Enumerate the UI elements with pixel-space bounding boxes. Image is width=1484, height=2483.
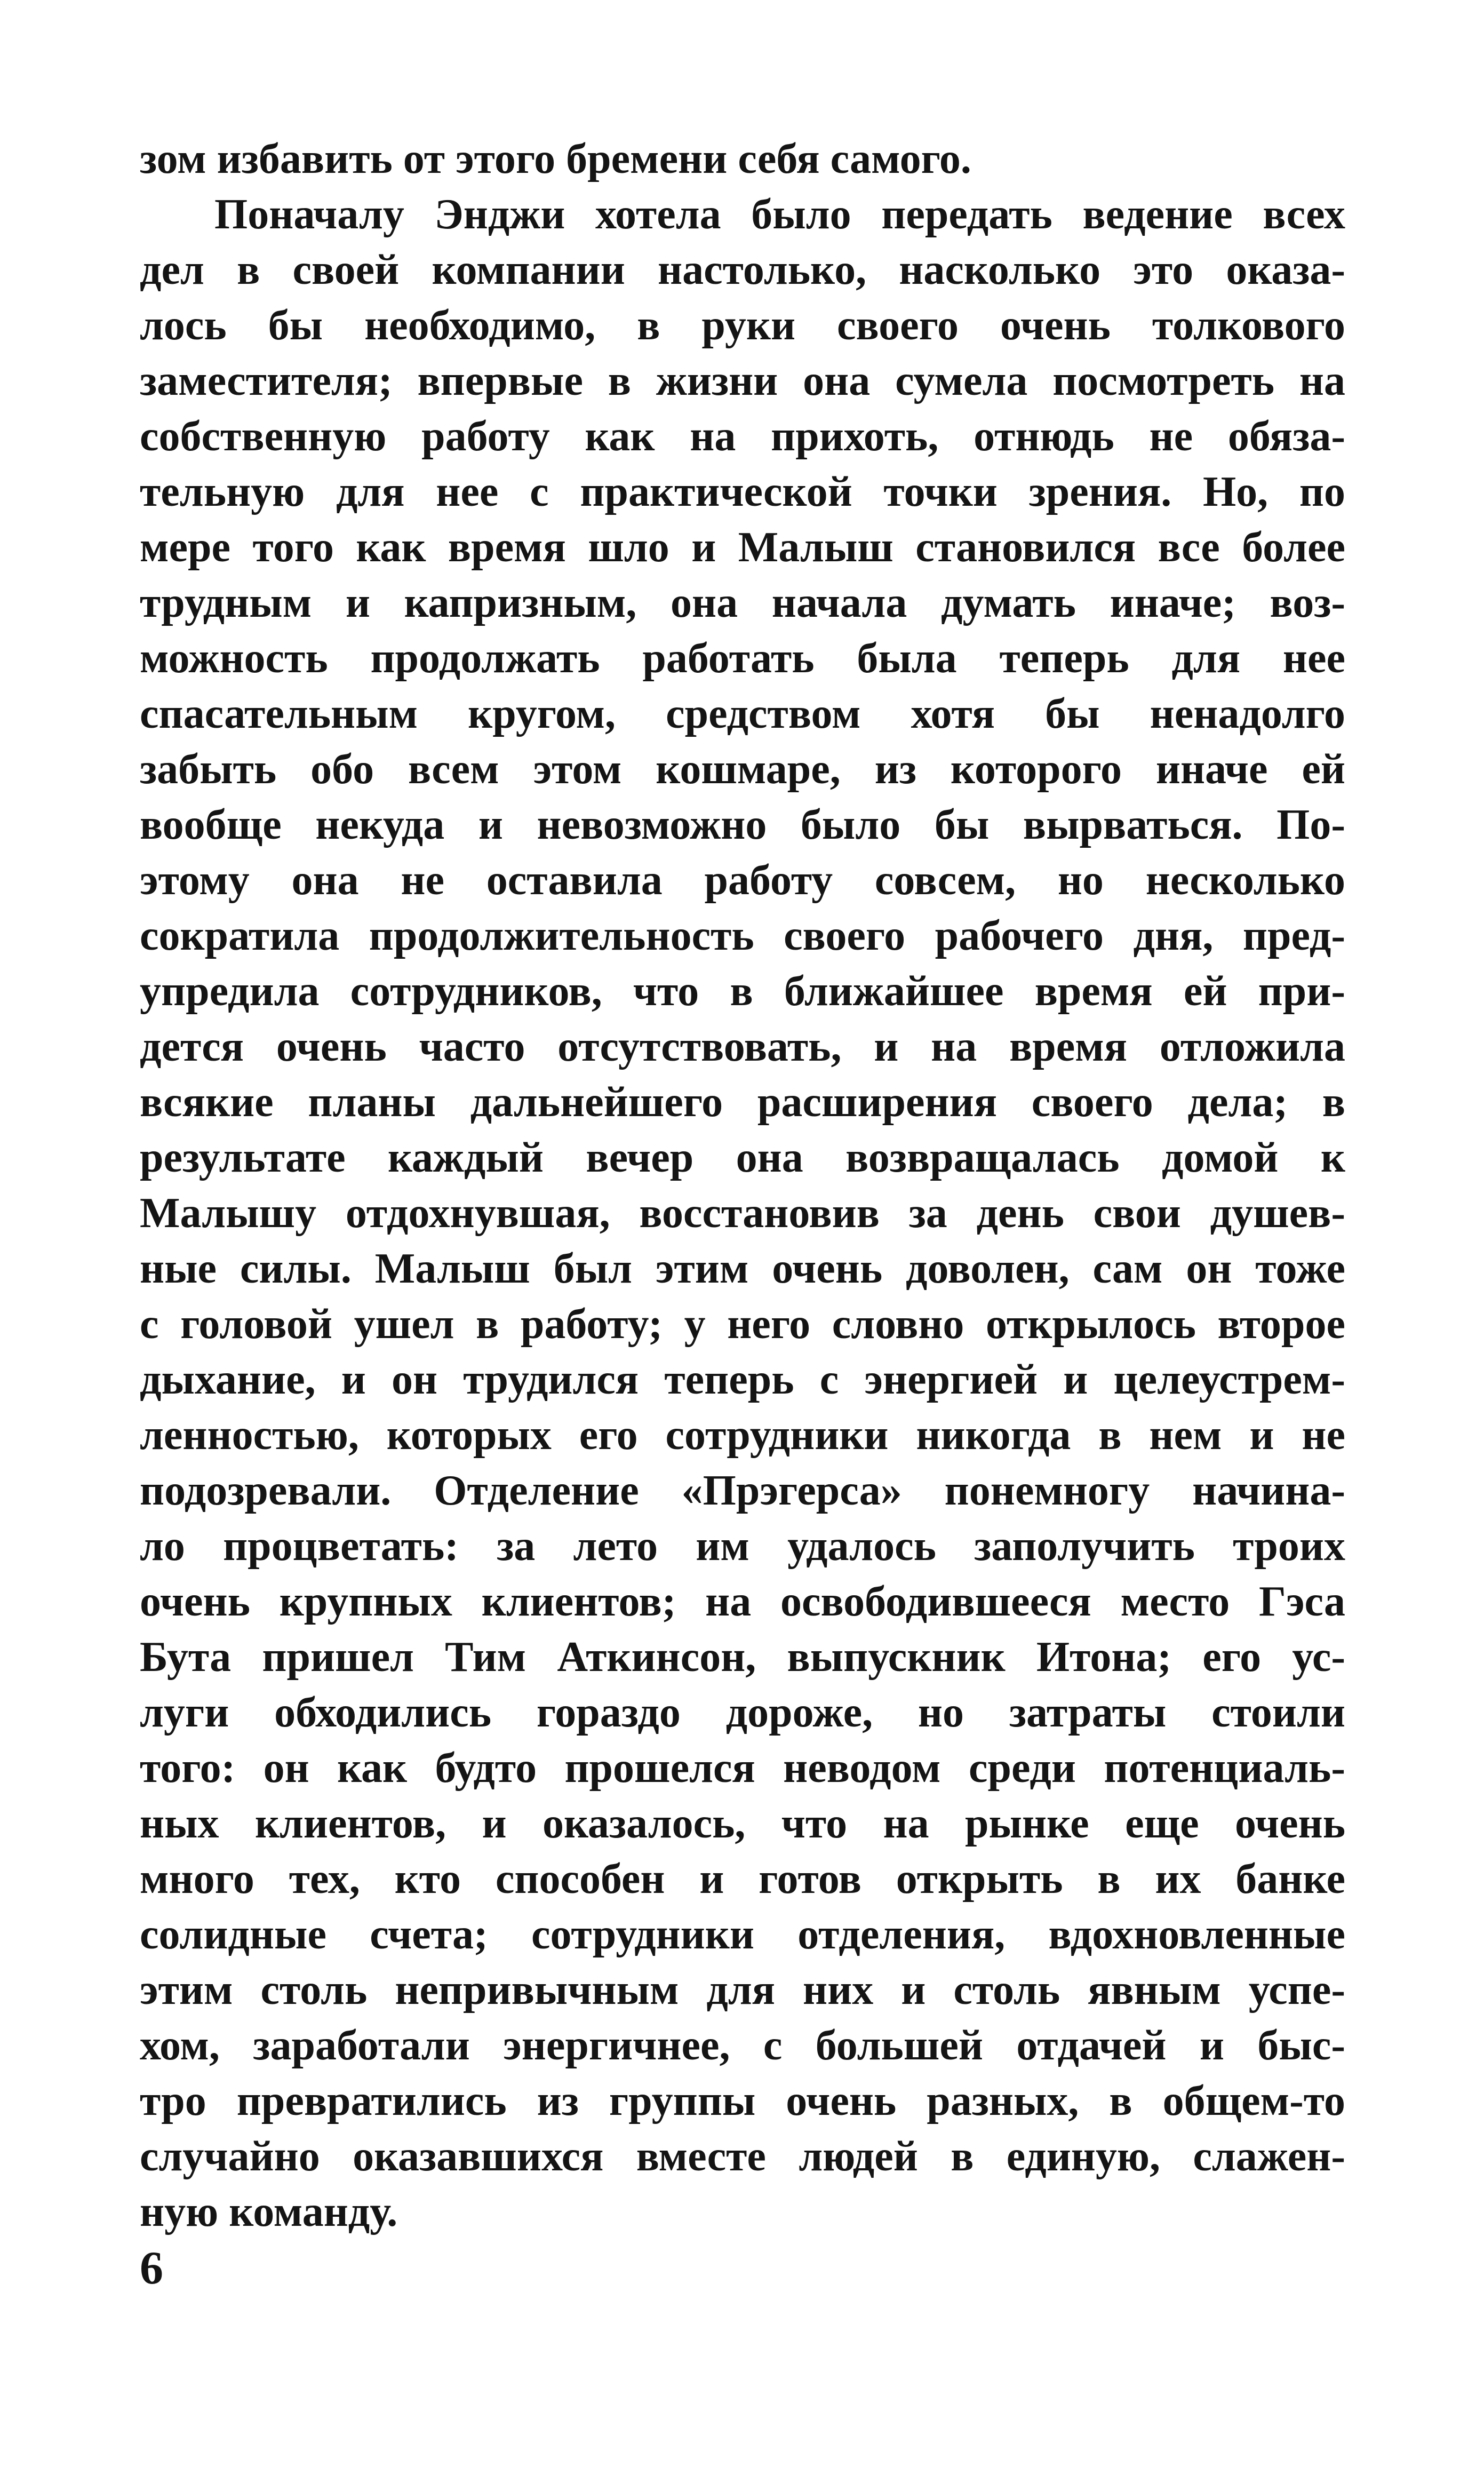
text-line: лось бы необходимо, в руки своего очень толкового [140, 302, 1345, 349]
text-line: этому она не оставила работу совсем, но несколько [140, 857, 1345, 904]
text-line: Малышу отдохнувшая, восстановив за день свои душев- [140, 1190, 1345, 1237]
text-line: можность продолжать работать была теперь для нее [140, 635, 1345, 682]
text-line: ные силы. Малыш был этим очень доволен, сам он тоже [140, 1245, 1345, 1292]
text-line: дыхание, и он трудился теперь с энергией и целеустрем- [140, 1356, 1345, 1403]
text-line: тро превратились из группы очень разных, в общем-то [140, 2078, 1345, 2124]
text-line: всякие планы дальнейшего расширения своего дела; в [140, 1079, 1345, 1126]
text-line: мере того как время шло и Малыш становился все более [140, 524, 1345, 571]
text-line: вообще некуда и невозможно было бы вырваться. По- [140, 801, 1345, 848]
text-line: ных клиентов, и оказалось, что на рынке еще очень [140, 1800, 1345, 1847]
text-line: подозревали. Отделение «Прэгерса» понемногу начина- [140, 1467, 1345, 1514]
text-line: ленностью, которых его сотрудники никогда в нем и не [140, 1412, 1345, 1459]
text-line: упредила сотрудников, что в ближайшее время ей при- [140, 968, 1345, 1015]
text-line: с головой ушел в работу; у него словно открылось второе [140, 1301, 1345, 1348]
text-line: трудным и капризным, она начала думать иначе; воз- [140, 579, 1345, 626]
text-line: случайно оказавшихся вместе людей в единую, слажен- [140, 2133, 1345, 2180]
text-line: сократила продолжительность своего рабочего дня, пред- [140, 912, 1345, 959]
text-line: зом избавить от этого бремени себя самого. [140, 136, 971, 182]
text-line: тельную для нее с практической точки зрения. Но, по [140, 468, 1345, 515]
text-line: ную команду. [140, 2188, 398, 2235]
text-line: солидные счета; сотрудники отделения, вдохновленные [140, 1911, 1345, 1958]
text-line: ло процветать: за лето им удалось заполучить троих [140, 1523, 1345, 1570]
text-line: того: он как будто прошелся неводом среди потенциаль- [140, 1745, 1345, 1792]
text-line: дется очень часто отсутствовать, и на время отложила [140, 1023, 1345, 1070]
text-line: этим столь непривычным для них и столь явным успе- [140, 1967, 1345, 2014]
text-line: хом, заработали энергичнее, с большей отдачей и быс- [140, 2022, 1345, 2069]
body-text [140, 131, 1345, 2240]
text-line: много тех, кто способен и готов открыть в их банке [140, 1856, 1345, 1903]
text-line: спасательным кругом, средством хотя бы ненадолго [140, 690, 1345, 737]
text-line: собственную работу как на прихоть, отнюдь не обяза- [140, 413, 1345, 460]
text-line: Бута пришел Тим Аткинсон, выпускник Итона; его ус- [140, 1634, 1345, 1681]
text-line: забыть обо всем этом кошмаре, из которого иначе ей [140, 746, 1345, 793]
page-number: 6 [140, 2242, 163, 2294]
text-line: заместителя; впервые в жизни она сумела посмотреть на [140, 357, 1345, 404]
text-line: Поначалу Энджи хотела было передать ведение всех [214, 191, 1345, 238]
text-line: дел в своей компании настолько, насколько это оказа- [140, 246, 1345, 293]
text-line: очень крупных клиентов; на освободившееся место Гэса [140, 1578, 1345, 1625]
text-line: результате каждый вечер она возвращалась домой к [140, 1134, 1345, 1181]
text-line: луги обходились гораздо дороже, но затраты стоили [140, 1689, 1345, 1736]
